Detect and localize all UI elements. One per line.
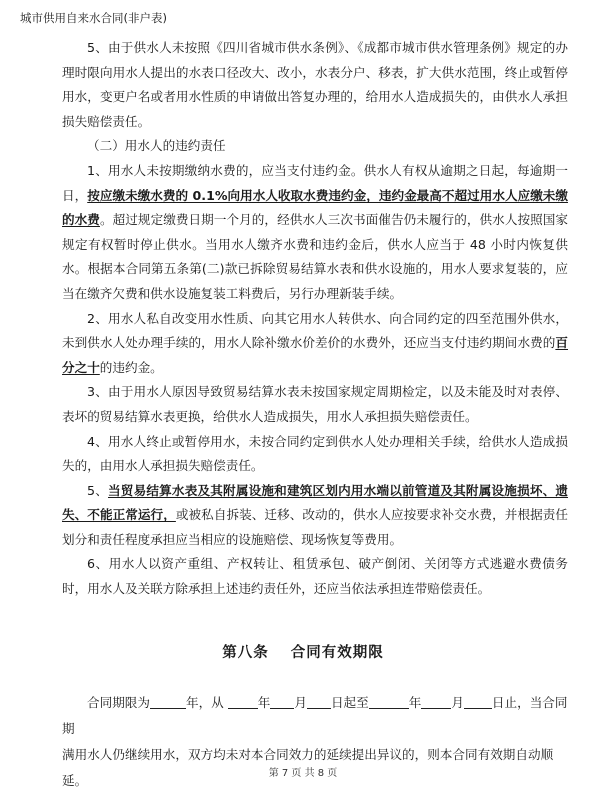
document-body bbox=[62, 36, 568, 602]
clause-user-3: 3、由于用水人原因导致贸易结算水表未按国家规定周期检定，以及未能及时对表停、表坏的贸易结算水表更换，给供水人造成损失，用水人承担损失赔偿责任。 bbox=[62, 384, 568, 424]
end-year-blank[interactable] bbox=[369, 694, 409, 709]
term-line-2: 满用水人仍继续用水，双方均未对本合同效力的延续提出异议的，则本合同有效期自动顺延。 bbox=[62, 747, 554, 788]
clause-user-4: 4、用水人终止或暂停用水，未按合同约定到供水人处办理相关手续，给供水人造成损失的，由用水人承担损失赔偿责任。 bbox=[62, 433, 568, 474]
article-name: 合同有效期限 bbox=[290, 645, 384, 661]
page-header: 城市供用自来水合同(非户表) bbox=[20, 11, 167, 25]
start-year-blank[interactable] bbox=[228, 694, 258, 709]
late-fee-emphasis: 按应缴未缴水费的 0.1%向用水人收取水费违约金，违约金最高不超过用水人应缴未缴的水费 bbox=[62, 187, 569, 228]
article-8-title bbox=[0, 641, 606, 662]
article-number: 第八条 bbox=[222, 645, 269, 661]
start-month-blank[interactable] bbox=[270, 694, 294, 709]
clause-user-6: 6、用水人以资产重组、产权转让、租赁承包、破产倒闭、关闭等方式逃避水费债务时，用水人及关联方除承担上述违约责任外，还应当依法承担连带赔偿责任。 bbox=[62, 556, 568, 597]
end-month-blank[interactable] bbox=[421, 694, 451, 709]
term-years-blank[interactable] bbox=[150, 694, 186, 709]
clause-user-5: 5、当贸易结算水表及其附属设施和建筑区划内用水端以前管道及其附属设施损坏、遗失、不能正常运行，或被私自拆装、迁移、改动的，供水人应按要求补交水费，并根据责任划分和责任程度承担应当相应的设施赔偿、现场恢复等费用。 bbox=[62, 482, 569, 547]
clause-supplier-5: 5、由于供水人未按照《四川省城市供水条例》、《成都市城市供水管理条例》规定的办理时限向用水人提出的水表口径改大、改小，水表分户、移表，扩大供水范围，终止或暂停用水，变更户名或者用水性质的申请做出答复办理的，给用水人造成损失的，由供水人承担损失赔偿责任。 bbox=[62, 40, 568, 129]
page-footer: 第 7 页 共 8 页 bbox=[268, 768, 338, 779]
end-day-blank[interactable] bbox=[464, 694, 492, 709]
start-day-blank[interactable] bbox=[307, 694, 331, 709]
section-heading-user-liability: （二）用水人的违约责任 bbox=[87, 138, 226, 154]
meter-damage-emphasis: 当贸易结算水表及其附属设施和建筑区划内用水端以前管道及其附属设施损坏、遗失、不能正常运行， bbox=[62, 482, 569, 523]
clause-user-2: 2、用水人私自改变用水性质、向其它用水人转供水、向合同约定的四至范围外供水，未到供水人处办理手续的，用水人除补缴水价差价的水费外，还应当支付违约期间水费的百分之十的违约金。 bbox=[62, 310, 568, 375]
clause-user-1: 1、用水人未按期缴纳水费的，应当支付违约金。供水人有权从逾期之日起，每逾期一日，按应缴未缴水费的 0.1%向用水人收取水费违约金，违约金最高不超过用水人应缴未缴的水费。超过规定缴费日期一个月的，经供水人三次书面催告仍未履行的，供水人按照国家规定有权暂时停止供水。当用水人缴齐水费和违约金后，供水人应当于 48 小时内恢复供水。根据本合同第五条第(二)款已拆除贸易结算水表和供水设施的，用水人要求复装的，应当在缴齐欠费和供水设施复装工料费后，另行办理新装手续。 bbox=[62, 162, 569, 301]
ten-percent-emphasis: 百分之十 bbox=[62, 335, 568, 375]
term-line-1: 合同期限为 年，从 年 月 日起至 年 月 日止，当合同期 bbox=[62, 695, 568, 736]
